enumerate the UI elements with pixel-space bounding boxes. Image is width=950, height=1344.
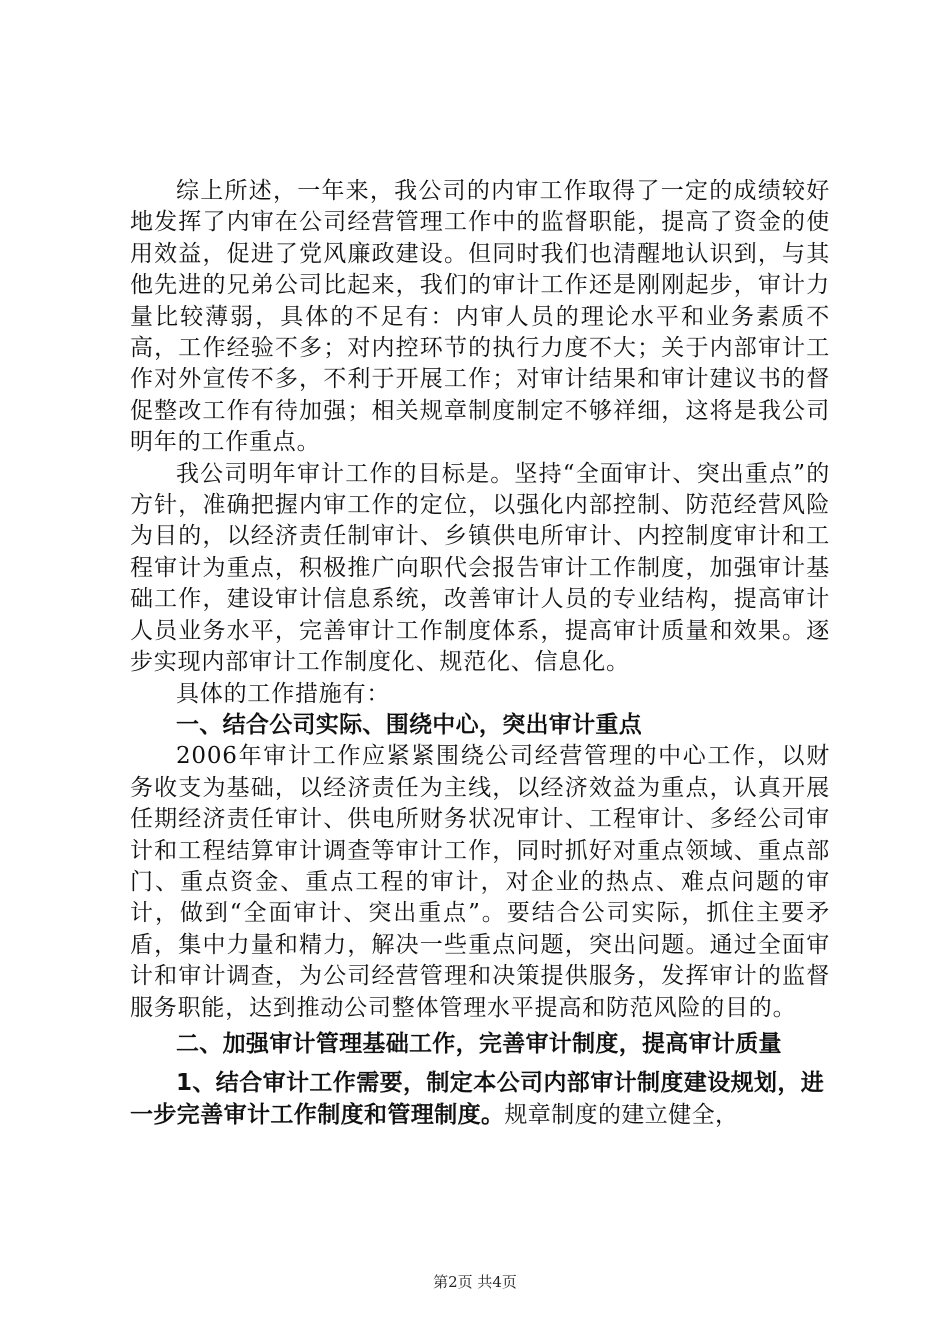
paragraph-measures-intro: 具体的工作措施有： [176,680,391,707]
page-footer: 第2页 共4页 [433,1273,517,1291]
paragraph-item-1 [130,1067,830,1131]
paragraph-section-1: 2006年审计工作应紧紧围绕公司经营管理的中心工作，以财务收支为基础，以经济责任为主线，以经济效益为重点，认真开展任期经济责任审计、供电所财务状况审计、工程审计、多经公司审计和工程结算审计调查等审计工作，同时抓好对重点领域、重点部门、重点资金、重点工程的审计，对企业的热点、难点问题的审计，做到“全面审计、突出重点”。要结合公司实际，抓住主要矛盾，集中力量和精力，解决一些重点问题，突出问题。通过全面审计和审计调查，为公司经营管理和决策提供服务，发挥审计的监督服务职能，达到推动公司整体管理水平提高和防范风险的目的。 [130,743,830,1021]
paragraph-summary: 综上所述，一年来，我公司的内审工作取得了一定的成绩较好地发挥了内审在公司经营管理工作中的监督职能，提高了资金的使用效益，促进了党风廉政建设。但同时我们也清醒地认识到，与其他先进的兄弟公司比起来，我们的审计工作还是刚刚起步，审计力量比较薄弱，具体的不足有：内审人员的理论水平和业务素质不高，工作经验不多；对内控环节的执行力度不大；关于内部审计工作对外宣传不多，不利于开展工作；对审计结果和审计建议书的督促整改工作有待加强；相关规章制度制定不够祥细，这将是我公司明年的工作重点。 [130,178,830,456]
section-heading-2: 二、加强审计管理基础工作，完善审计制度，提高审计质量 [176,1030,782,1057]
section-heading-1: 一、结合公司实际、围绕中心，突出审计重点 [176,711,642,738]
paragraph-goals: 我公司明年审计工作的目标是。坚持“全面审计、突出重点”的方针，准确把握内审工作的定位，以强化内部控制、防范经营风险为目的，以经济责任制审计、乡镇供电所审计、内控制度审计和工程审计为重点，积极推广向职代会报告审计工作制度，加强审计基础工作，建设审计信息系统，改善审计人员的专业结构，提高审计人员业务水平，完善审计工作制度体系，提高审计质量和效果。逐步实现内部审计工作制度化、规范化、信息化。 [130,460,830,676]
document-body [130,176,830,1131]
item-1-bold-text: 1、结合审计工作需要，制定本公司内部审计制度建设规划，进一步完善审计工作制度和管理制度。 [130,1069,825,1128]
item-1-text: 规章制度的建立健全， [504,1101,739,1128]
